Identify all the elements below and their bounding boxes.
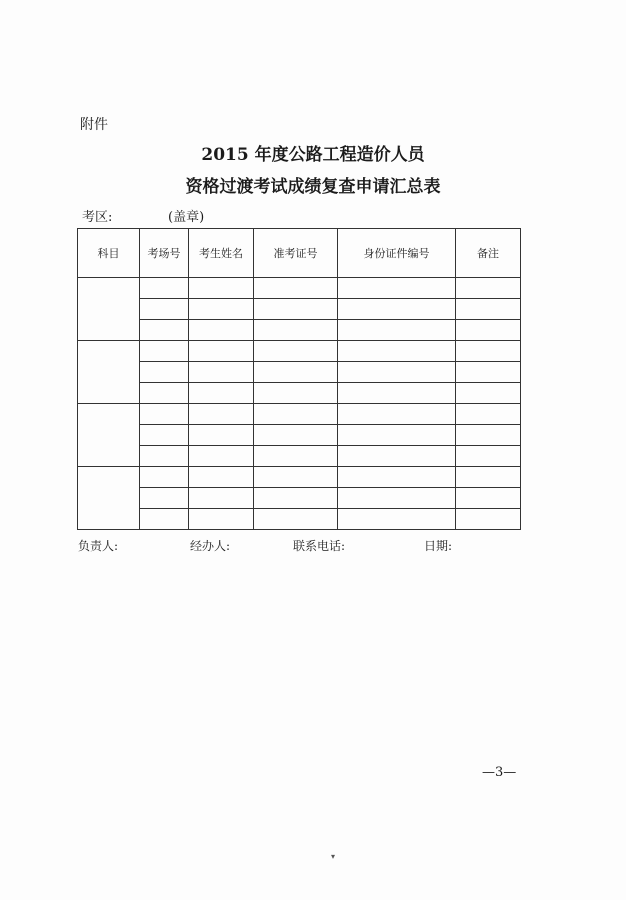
header-subject: 科目 — [78, 229, 140, 278]
table-cell — [254, 467, 338, 488]
table-cell — [456, 488, 521, 509]
table-cell — [189, 341, 254, 362]
table-cell — [338, 383, 456, 404]
table-cell — [140, 299, 189, 320]
table-cell — [338, 446, 456, 467]
table-cell — [189, 383, 254, 404]
table-cell — [254, 362, 338, 383]
table-cell — [140, 425, 189, 446]
table-cell — [456, 341, 521, 362]
footer-handler: 经办人: — [190, 539, 231, 553]
table-cell — [254, 404, 338, 425]
table-cell — [140, 320, 189, 341]
table-cell — [338, 341, 456, 362]
subject-cell — [78, 278, 140, 341]
table-cell — [338, 467, 456, 488]
table-row — [78, 341, 521, 362]
table-cell — [254, 383, 338, 404]
table-cell — [338, 362, 456, 383]
table-cell — [254, 341, 338, 362]
table-cell — [189, 488, 254, 509]
table-cell — [254, 446, 338, 467]
subject-cell — [78, 467, 140, 530]
table-cell — [140, 467, 189, 488]
table-cell — [254, 320, 338, 341]
table-cell — [140, 362, 189, 383]
table-cell — [140, 341, 189, 362]
title-line-1: 2015 年度公路工程造价人员 — [201, 145, 425, 165]
table-cell — [189, 299, 254, 320]
table-cell — [456, 425, 521, 446]
table-cell — [140, 509, 189, 530]
table-cell — [456, 404, 521, 425]
table-cell — [338, 404, 456, 425]
bottom-mark: ▾ — [331, 852, 336, 861]
header-remarks: 备注 — [456, 229, 521, 278]
summary-table — [77, 228, 521, 530]
table-cell — [456, 299, 521, 320]
subject-cell — [78, 341, 140, 404]
table-cell — [456, 467, 521, 488]
table-cell — [338, 425, 456, 446]
table-cell — [456, 509, 521, 530]
table-cell — [338, 299, 456, 320]
table-row — [78, 446, 521, 467]
table-cell — [189, 278, 254, 299]
table-row — [78, 488, 521, 509]
table-row — [78, 509, 521, 530]
table-cell — [189, 509, 254, 530]
subject-cell — [78, 404, 140, 467]
table-cell — [456, 278, 521, 299]
table-cell — [189, 446, 254, 467]
table-body — [78, 278, 521, 530]
seal-label: (盖章) — [168, 210, 205, 225]
table-cell — [254, 278, 338, 299]
header-id-number: 身份证件编号 — [338, 229, 456, 278]
table-cell — [140, 488, 189, 509]
footer-responsible: 负责人: — [78, 539, 119, 553]
footer-phone: 联系电话: — [293, 539, 346, 553]
table-row — [78, 383, 521, 404]
table-cell — [140, 404, 189, 425]
table-cell — [338, 509, 456, 530]
table-row — [78, 404, 521, 425]
table-cell — [456, 446, 521, 467]
region-label: 考区: — [82, 210, 113, 225]
table-cell — [456, 362, 521, 383]
table-header-row — [78, 229, 521, 278]
table-cell — [189, 425, 254, 446]
table-cell — [254, 488, 338, 509]
header-admission-number: 准考证号 — [254, 229, 338, 278]
table-row — [78, 320, 521, 341]
table-cell — [140, 383, 189, 404]
table-cell — [140, 278, 189, 299]
table-row — [78, 278, 521, 299]
header-exam-room: 考场号 — [140, 229, 189, 278]
footer-date: 日期: — [424, 539, 453, 553]
table-row — [78, 362, 521, 383]
table-cell — [456, 383, 521, 404]
page-number: —3— — [482, 765, 517, 780]
table-row — [78, 299, 521, 320]
table-cell — [254, 299, 338, 320]
table-row — [78, 467, 521, 488]
table-cell — [189, 404, 254, 425]
table-cell — [456, 320, 521, 341]
table-cell — [338, 320, 456, 341]
table-cell — [338, 488, 456, 509]
table-cell — [189, 362, 254, 383]
table-cell — [338, 278, 456, 299]
title-line-2: 资格过渡考试成绩复查申请汇总表 — [185, 177, 441, 197]
table-cell — [189, 320, 254, 341]
table-cell — [189, 467, 254, 488]
header-candidate-name: 考生姓名 — [189, 229, 254, 278]
table-row — [78, 425, 521, 446]
attachment-label: 附件 — [80, 117, 108, 133]
table-cell — [254, 425, 338, 446]
table-cell — [140, 446, 189, 467]
table-cell — [254, 509, 338, 530]
